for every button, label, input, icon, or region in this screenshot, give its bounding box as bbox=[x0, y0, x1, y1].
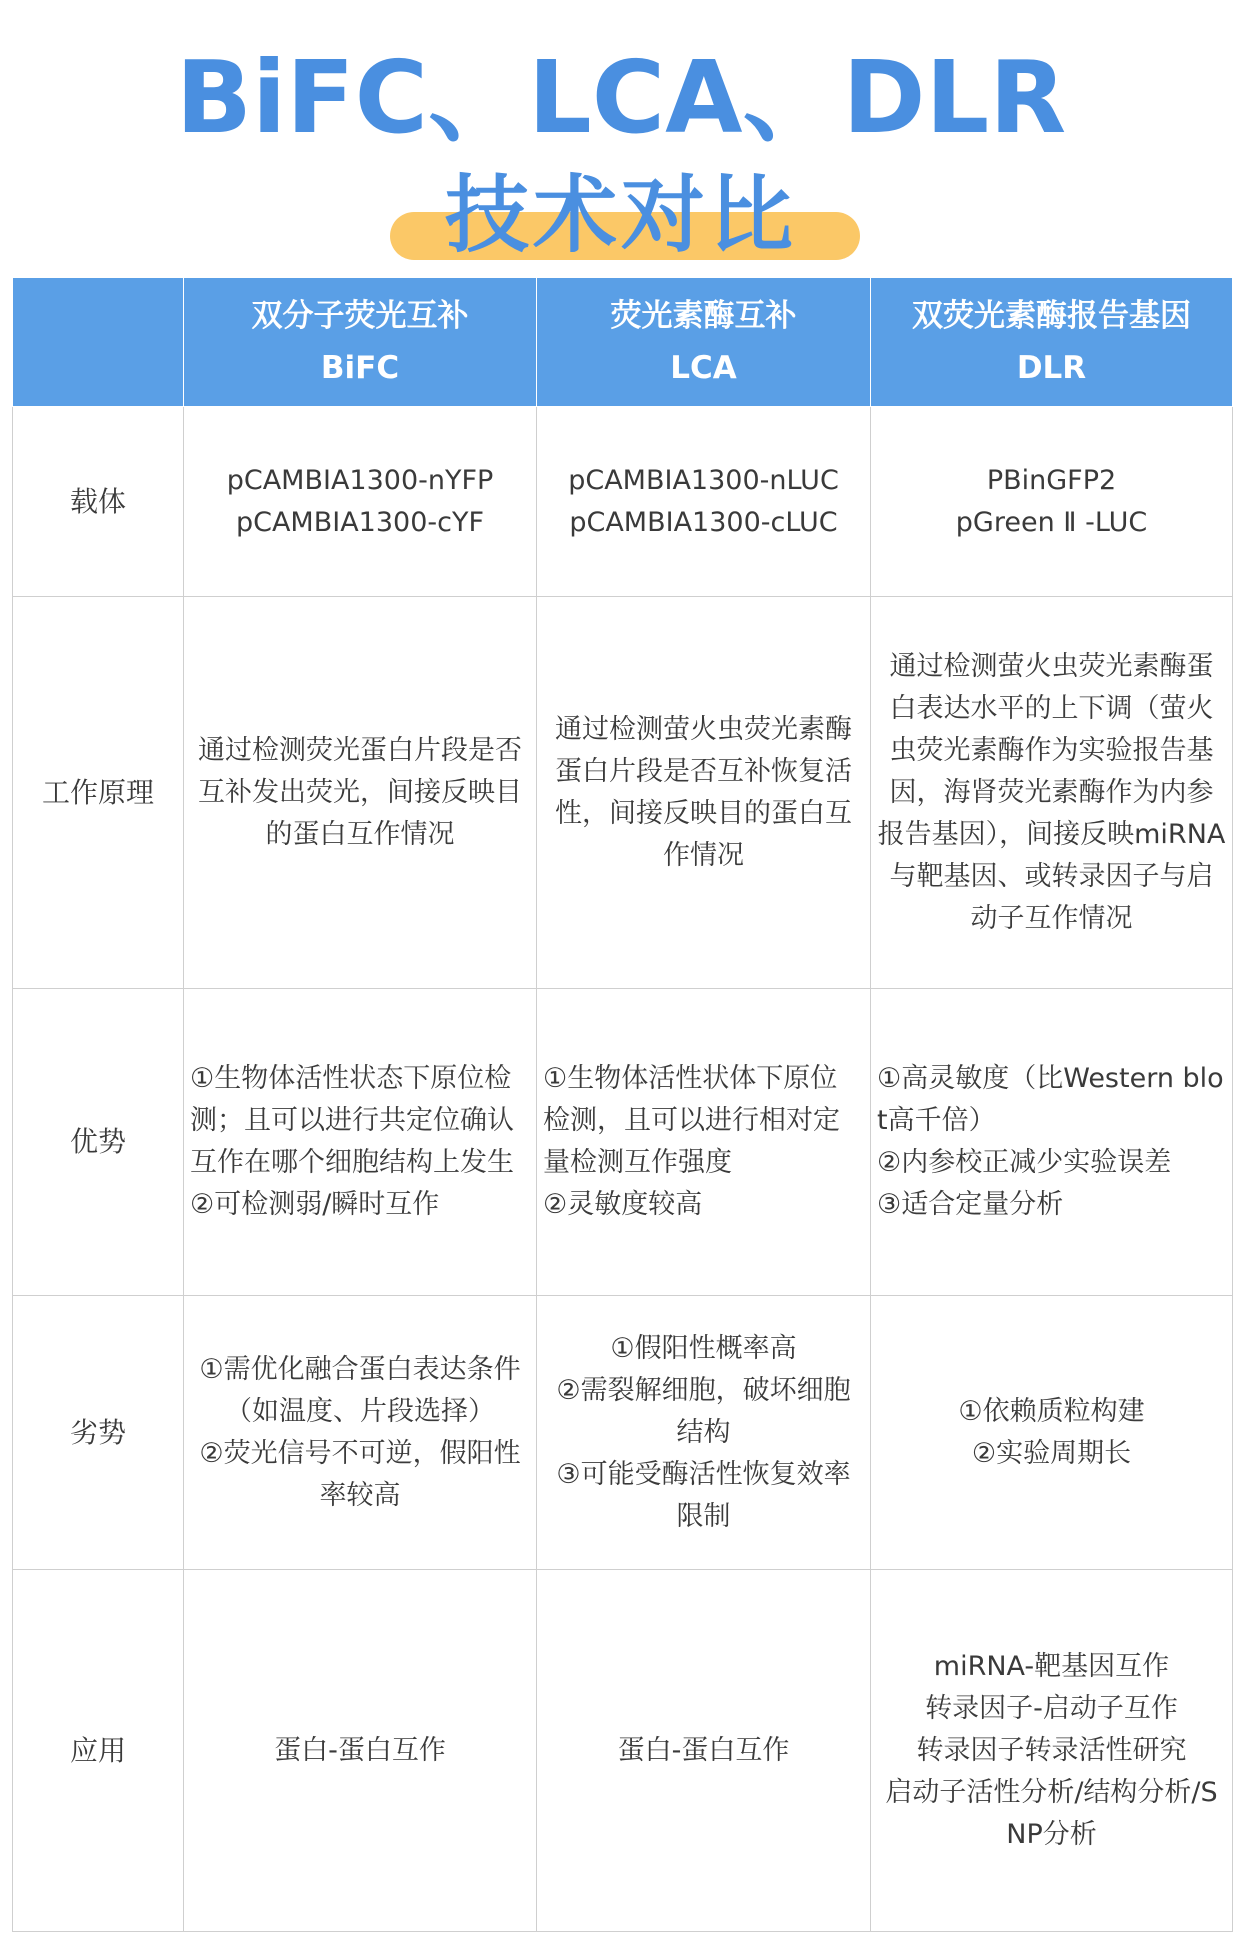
row-label-vector: 载体 bbox=[13, 407, 184, 597]
cell-line: PBinGFP2 bbox=[986, 464, 1117, 496]
cell-line: ②需裂解细胞，破坏细胞结构 bbox=[556, 1374, 851, 1448]
table-row-principle bbox=[13, 597, 1233, 989]
cell-line: 通过检测萤火虫荧光素酶蛋白表达水平的上下调（萤火虫荧光素酶作为实验报告基因，海肾荧光素酶作为内参报告基因），间接反映miRNA与靶基因、或转录因子与启动子互作情况 bbox=[877, 650, 1226, 934]
header-dlr-cn: 双荧光素酶报告基因 bbox=[912, 298, 1191, 334]
cell-line: miRNA-靶基因互作 bbox=[933, 1650, 1170, 1682]
cell-vector-bifc bbox=[184, 407, 537, 597]
cell-line: ③适合定量分析 bbox=[877, 1189, 1064, 1220]
cell-line: ③可能受酶活性恢复效率限制 bbox=[556, 1458, 851, 1532]
cell-line: ①需优化融合蛋白表达条件（如温度、片段选择） bbox=[199, 1353, 521, 1427]
cell-line: ①高灵敏度（比Western blot高千倍） bbox=[877, 1063, 1224, 1136]
cell-line: 转录因子转录活性研究 bbox=[916, 1734, 1187, 1766]
row-label-principle: 工作原理 bbox=[13, 597, 184, 989]
row-label-advantages: 优势 bbox=[13, 989, 184, 1296]
cell-line: 蛋白-蛋白互作 bbox=[617, 1734, 790, 1766]
row-label-applications: 应用 bbox=[13, 1570, 184, 1932]
cell-line: ①依赖质粒构建 bbox=[958, 1395, 1145, 1427]
cell-advantages-dlr bbox=[871, 989, 1233, 1296]
page-subtitle: 技术对比 bbox=[444, 166, 797, 264]
cell-disadvantages-lca bbox=[537, 1296, 871, 1570]
cell-disadvantages-bifc bbox=[184, 1296, 537, 1570]
cell-principle-bifc bbox=[184, 597, 537, 989]
cell-line: ①生物体活性状体下原位检测，且可以进行相对定量检测互作强度 bbox=[543, 1063, 840, 1178]
table-row-applications bbox=[13, 1570, 1233, 1932]
cell-applications-dlr bbox=[871, 1570, 1233, 1932]
header-dlr-abbr: DLR bbox=[1016, 350, 1087, 386]
cell-applications-bifc bbox=[184, 1570, 537, 1932]
subtitle-block bbox=[0, 160, 1242, 270]
row-label-disadvantages: 劣势 bbox=[13, 1296, 184, 1570]
cell-line: pGreen Ⅱ -LUC bbox=[955, 506, 1148, 538]
cell-line: ①假阳性概率高 bbox=[610, 1332, 797, 1364]
cell-line: ②荧光信号不可逆，假阳性率较高 bbox=[199, 1437, 521, 1511]
cell-advantages-bifc bbox=[184, 989, 537, 1296]
cell-advantages-lca bbox=[537, 989, 871, 1296]
comparison-table bbox=[12, 277, 1233, 1932]
header-bifc bbox=[184, 278, 537, 407]
table-row-disadvantages bbox=[13, 1296, 1233, 1570]
header-empty bbox=[13, 278, 184, 407]
header-bifc-cn: 双分子荧光互补 bbox=[251, 298, 469, 334]
cell-disadvantages-dlr bbox=[871, 1296, 1233, 1570]
cell-vector-dlr bbox=[871, 407, 1233, 597]
cell-applications-lca bbox=[537, 1570, 871, 1932]
cell-line: ②实验周期长 bbox=[971, 1437, 1132, 1469]
header-lca bbox=[537, 278, 871, 407]
cell-line: ①生物体活性状态下原位检测；且可以进行共定位确认互作在哪个细胞结构上发生 bbox=[190, 1063, 514, 1178]
cell-line: pCAMBIA1300-nLUC bbox=[568, 464, 839, 496]
cell-line: 通过检测萤火虫荧光素酶蛋白片段是否互补恢复活性，间接反映目的蛋白互作情况 bbox=[555, 713, 852, 871]
cell-line: ②灵敏度较高 bbox=[543, 1189, 703, 1220]
cell-line: 通过检测荧光蛋白片段是否互补发出荧光，间接反映目的蛋白互作情况 bbox=[198, 734, 522, 850]
cell-line: pCAMBIA1300-cYF bbox=[235, 506, 485, 538]
page-title: BiFC、LCA、DLR bbox=[175, 39, 1067, 156]
cell-line: ②内参校正减少实验误差 bbox=[877, 1147, 1172, 1178]
cell-principle-dlr bbox=[871, 597, 1233, 989]
cell-vector-lca bbox=[537, 407, 871, 597]
cell-principle-lca bbox=[537, 597, 871, 989]
cell-line: 转录因子-启动子互作 bbox=[925, 1692, 1178, 1724]
table-header-row bbox=[13, 278, 1233, 407]
table-row-advantages bbox=[13, 989, 1233, 1296]
header-dlr bbox=[871, 278, 1233, 407]
cell-line: 蛋白-蛋白互作 bbox=[274, 1734, 446, 1766]
cell-line: pCAMBIA1300-cLUC bbox=[569, 506, 838, 538]
cell-line: 启动子活性分析/结构分析/SNP分析 bbox=[885, 1776, 1218, 1850]
header-lca-abbr: LCA bbox=[670, 350, 737, 386]
table-row-vector bbox=[13, 407, 1233, 597]
header-lca-cn: 荧光素酶互补 bbox=[610, 298, 797, 334]
header-bifc-abbr: BiFC bbox=[320, 350, 400, 386]
cell-line: ②可检测弱/瞬时互作 bbox=[190, 1189, 440, 1220]
cell-line: pCAMBIA1300-nYFP bbox=[226, 464, 494, 496]
